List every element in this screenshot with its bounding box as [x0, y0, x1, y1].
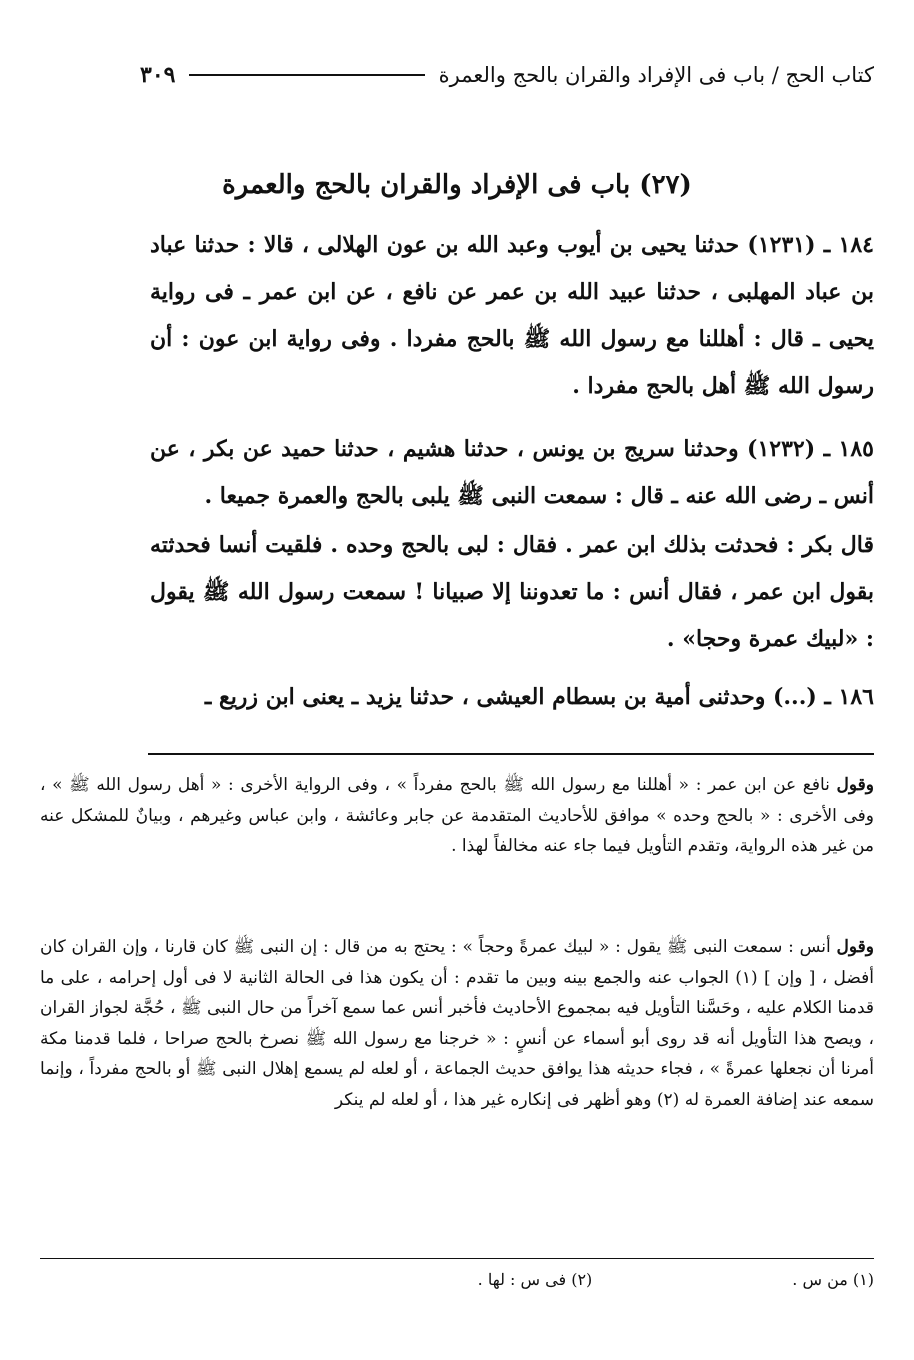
footnote-1: (١) من س .: [792, 1270, 874, 1289]
commentary-paragraph-1: [40, 770, 874, 862]
hadith-186: ١٨٦ ـ (...) وحدثنى أمية بن بسطام العيشى ، حدثنا يزيد ـ يعنى ابن زريع ـ: [204, 684, 874, 710]
commentary-text: أنس : سمعت النبى ﷺ يقول : « لبيك عمرةً وحجاً » : يحتج به من قال : إن النبى ﷺ كان قارنا ، وإن القران كان أفضل ، [ وإن ] (١) الجواب عنه والجمع بينه وبين ما تقدم : أن يكون هذا فى الحالة الثانية لا فى أول إحرامه ، على ما قدمنا الكلام عليه ، وحَسَّنا التأويل فيه بمجموع الأحاديث فأخبر أنس عما سمع آخراً من حال النبى ﷺ ، حُجَّة لجواز القران ، ويصح هذا التأويل أنه قد روى أبو أسماء عن أنسٍ : « خرجنا مع رسول الله ﷺ نصرخ بالحج صراحا ، فلما قدمنا مكة أمرنا أن نجعلها عمرةً » ، فجاء حديثه هذا يوافق حديث الجماعة ، أو لعله لم يسمع إهلال النبى ﷺ أو بالحج مفرداً ، وإنما سمعه عند إضافة العمرة له (٢) وهو أظهر فى إنكاره غير هذا ، أو لعله لم ينكر: [40, 937, 874, 1110]
chapter-title: (٢٧) باب فى الإفراد والقران بالحج والعمرة: [222, 170, 692, 200]
header-rule: [189, 74, 424, 76]
page-number: ٣٠٩: [140, 62, 176, 88]
commentary-text: نافع عن ابن عمر : « أهللنا مع رسول الله ﷺ بالحج مفرداً » ، وفى الرواية الأخرى : « أهل رسول الله ﷺ » ، وفى الأخرى : « بالحج وحده » موافق للأحاديث المتقدمة عن جابر وعائشة ، وابن عباس وغيرهم ، وبيانٌ للمشكل عنه من غير هذه الرواية، وتقدم التأويل فيما جاء عنه مخالفاً لهذا .: [40, 775, 874, 856]
commentary-paragraph-2: [40, 932, 874, 1115]
running-header-title: كتاب الحج / باب فى الإفراد والقران بالحج والعمرة: [438, 63, 874, 87]
footnote-2: (٢) فى س : لها .: [477, 1270, 593, 1289]
commentary-lead-word: وقول: [836, 937, 875, 957]
text-commentary-separator: [148, 753, 874, 755]
hadith-184: ١٨٤ ـ (١٢٣١) حدثنا يحيى بن أيوب وعبد الله بن عون الهلالى ، قالا : حدثنا عباد بن عباد المهلبى ، حدثنا عبيد الله بن عمر عن نافع ، عن ابن عمر ـ فى رواية يحيى ـ قال : أهللنا مع رسول الله ﷺ بالحج مفردا . وفى رواية ابن عون : أن رسول الله ﷺ أهل بالحج مفردا .: [150, 232, 874, 399]
commentary-lead-word: وقول: [836, 775, 874, 795]
footnote-rule: [40, 1258, 874, 1259]
running-header: [140, 58, 874, 92]
hadith-185-continuation: قال بكر : فحدثت بذلك ابن عمر . فقال : لبى بالحج وحده . فلقيت أنسا فحدثته بقول ابن عمر ، فقال أنس : ما تعدوننا إلا صبيانا ! سمعت رسول الله ﷺ يقول : «لبيك عمرة وحجا» .: [150, 532, 874, 652]
footnotes: [40, 1270, 874, 1289]
hadith-185: ١٨٥ ـ (١٢٣٢) وحدثنا سريج بن يونس ، حدثنا هشيم ، حدثنا حميد عن بكر ، عن أنس ـ رضى الله عنه ـ قال : سمعت النبى ﷺ يلبى بالحج والعمرة جميعا .: [150, 436, 874, 509]
